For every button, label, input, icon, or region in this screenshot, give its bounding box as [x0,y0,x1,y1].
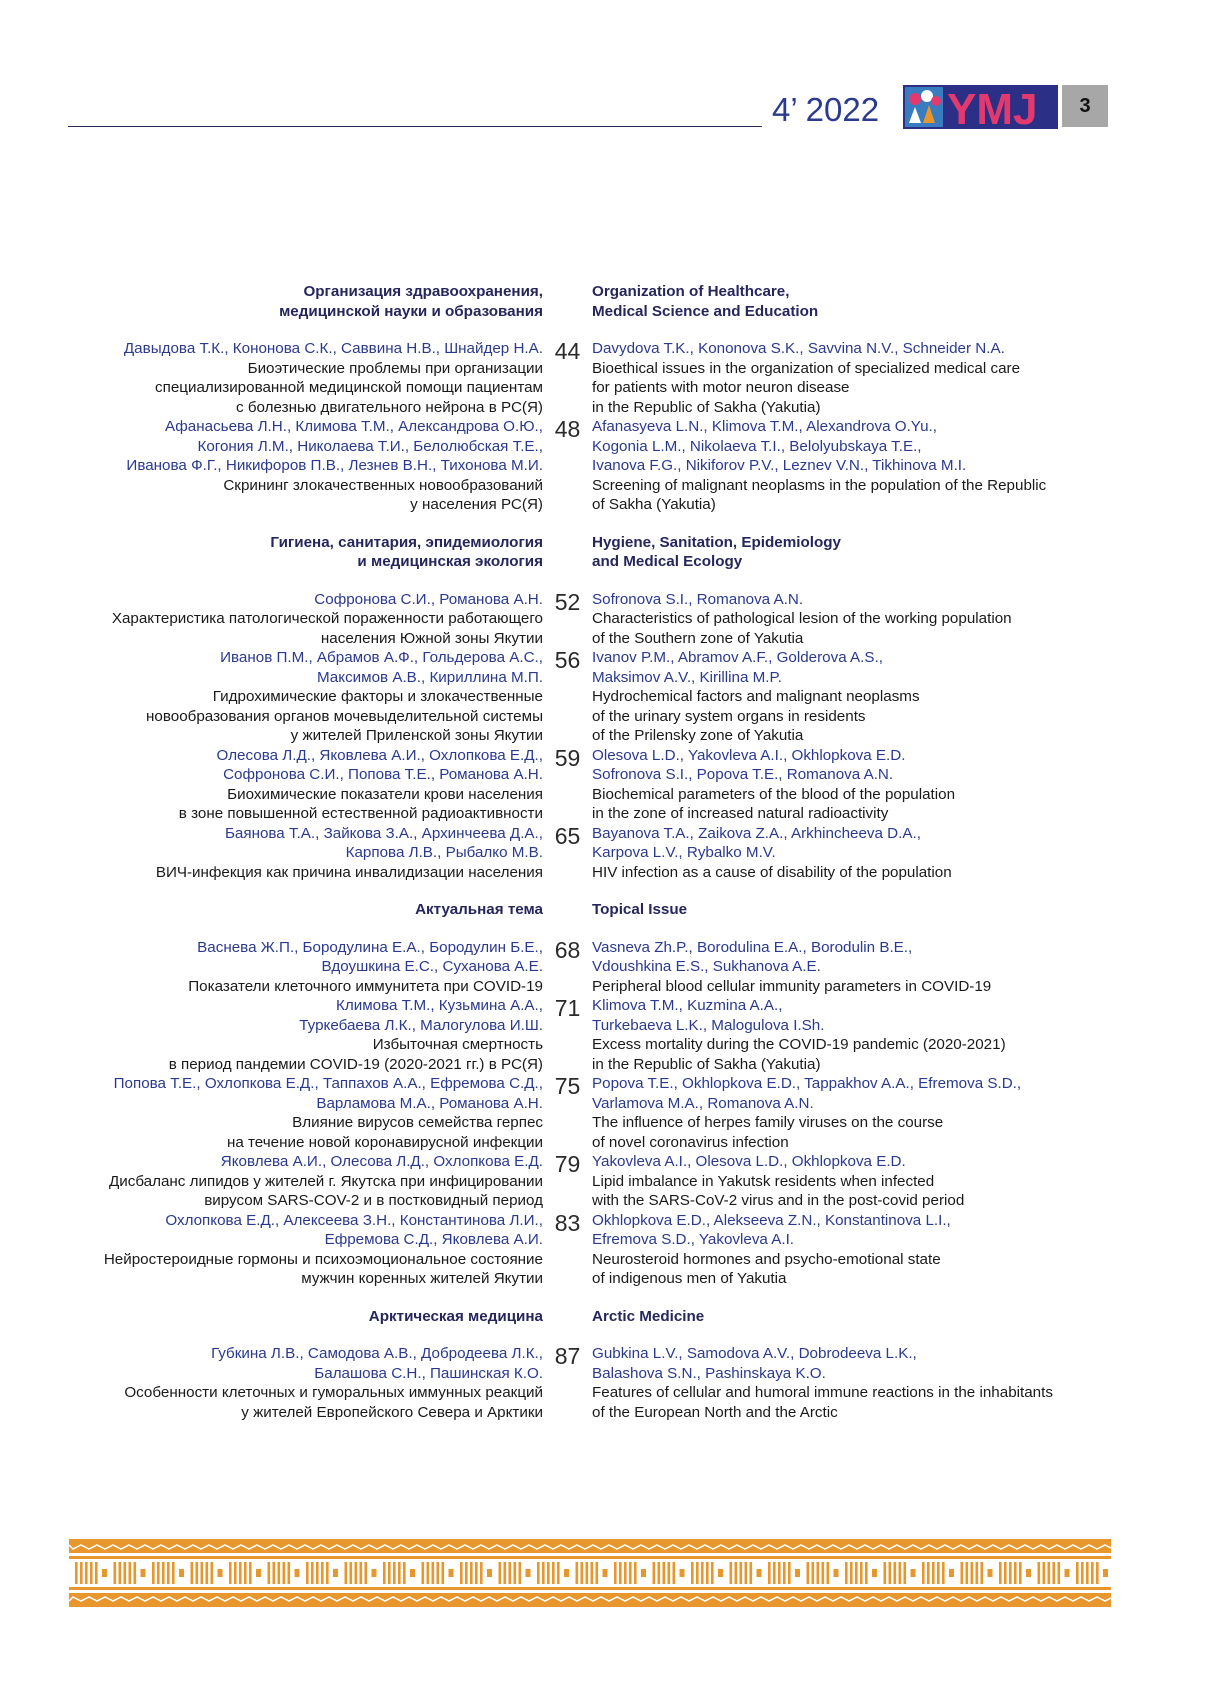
entry-page-number: 65 [554,822,581,849]
entry-authors-en: Sofronova S.I., Romanova A.N. [592,590,804,608]
section-title-en [592,533,841,572]
toc-section [0,900,1208,1289]
entry-authors-ru: Карпова Л.В., Рыбалко М.В. [345,844,543,861]
entry-title-ru: Характеристика патологической пораженности работающего [111,610,543,627]
entry-title-en: for patients with motor neuron disease [592,379,850,396]
entry-ru [0,648,543,746]
section-title-line: and Medical Ecology [592,553,743,570]
toc-entry[interactable] [0,417,1208,515]
entry-title-ru: с болезнью двигательного нейрона в РС(Я) [236,398,543,416]
entry-authors-ru: Ефремова С.Д., Яковлева А.И. [324,1231,543,1248]
entry-title-en: of the Prilensky zone of Yakutia [592,727,804,744]
logo-text: YMJ [947,85,1038,129]
entry-en [592,1344,1112,1422]
entry-authors-en: Efremova S.D., Yakovleva A.I. [592,1231,795,1248]
toc-entry[interactable] [0,1344,1208,1422]
entry-authors-ru: Максимов А.В., Кириллина М.П. [316,668,543,686]
entry-title-en: Hydrochemical factors and malignant neoplasms [592,688,920,705]
entry-ru [0,746,543,824]
section-title-en [592,1307,704,1327]
section-title-line: Гигиена, санитария, эпидемиология [270,533,543,551]
section-title-line: Hygiene, Sanitation, Epidemiology [592,533,841,551]
entry-en [592,648,1112,746]
entry-title-en: with the SARS-CoV-2 virus and in the post-covid period [592,1192,965,1209]
entry-title-ru: Биохимические показатели крови населения [227,785,543,803]
entry-title-ru: Влияние вирусов семейства герпес [292,1114,543,1131]
toc-entry[interactable] [0,339,1208,417]
entry-en [592,590,1112,649]
entry-title-ru: Особенности клеточных и гуморальных иммунных реакций [124,1384,543,1401]
entry-page-number: 52 [554,588,581,615]
entry-title-ru: Нейростероидные гормоны и психоэмоциональное состояние [103,1250,543,1268]
entry-title-en: Screening of malignant neoplasms in the population of the Republic [592,476,1047,494]
entry-authors-en: Bayanova T.A., Zaikova Z.A., Arkhincheeva D.A., [592,824,921,842]
entry-ru [0,938,543,997]
toc-entry[interactable] [0,648,1208,746]
issue-label: 4’ 2022 [772,91,880,128]
section-title-line: Organization of Healthcare, [592,283,790,300]
toc-section [0,1307,1208,1423]
toc-entry[interactable] [0,938,1208,997]
entry-authors-en: Turkebaeva L.K., Malogulova I.Sh. [592,1016,825,1034]
entry-title-ru: ВИЧ-инфекция как причина инвалидизации населения [155,863,543,881]
entry-ru [0,1211,543,1289]
entry-en [592,1074,1112,1152]
entry-en [592,746,1112,824]
entry-title-en: Neurosteroid hormones and psycho-emotional state [592,1250,941,1268]
section-title-en [592,900,687,920]
entry-en [592,938,1112,997]
entry-authors-ru: Вдоушкина Е.С., Суханова А.Е. [321,958,543,975]
entry-ru [0,1344,543,1422]
entry-authors-en: Karpova L.V., Rybalko M.V. [592,844,776,861]
header-rule [68,126,762,127]
entry-title-en: in the Republic of Sakha (Yakutia) [592,1055,821,1073]
entry-title-en: in the Republic of Sakha (Yakutia) [592,398,821,416]
entry-ru [0,590,543,649]
entry-page-number: 56 [554,647,581,673]
section-title-ru [0,900,543,920]
entry-title-en: of the Southern zone of Yakutia [592,629,804,647]
entry-title-ru: населения Южной зоны Якутии [320,629,543,647]
entry-authors-en: Yakovleva A.I., Olesova L.D., Okhlopkova E.D. [592,1153,906,1170]
entry-page-number: 44 [554,338,581,364]
entry-en [592,996,1112,1074]
entry-authors-ru: Губкина Л.В., Самодова А.В., Добродеева Л.К., [211,1345,543,1362]
entry-title-ru: в зоне повышенной естественной радиоактивности [178,805,543,822]
section-title-line: и медицинская экология [357,553,543,570]
entry-title-ru: на течение новой коронавирусной инфекции [226,1133,543,1151]
section-title-ru [0,1307,543,1327]
entry-authors-ru: Туркебаева Л.К., Малогулова И.Ш. [299,1016,543,1034]
toc-entry[interactable] [0,1074,1208,1152]
toc-entry[interactable] [0,824,1208,883]
entry-title-en: Bioethical issues in the organization of specialized medical care [592,359,1021,377]
entry-en [592,824,1112,883]
entry-authors-en: Okhlopkova E.D., Alekseeva Z.N., Konstantinova L.I., [592,1211,951,1229]
entry-title-en: Biochemical parameters of the blood of the population [592,785,956,803]
entry-authors-ru: Давыдова Т.К., Кононова С.К., Саввина Н.В., Шнайдер Н.А. [123,340,543,357]
page-number: 3 [1062,85,1108,127]
entry-title-ru: Дисбаланс липидов у жителей г. Якутска при инфицировании [108,1172,543,1190]
entry-authors-en: Popova T.E., Okhlopkova E.D., Tappakhov A.A., Efremova S.D., [592,1075,1022,1092]
entry-authors-en: Afanasyeva L.N., Klimova T.M., Alexandrova O.Yu., [592,418,937,435]
entry-en [592,339,1112,417]
entry-authors-en: Olesova L.D., Yakovleva A.I., Okhlopkova E.D. [592,746,906,764]
entry-title-en: Features of cellular and humoral immune reactions in the inhabitants [592,1384,1053,1401]
entry-authors-ru: Варламова М.А., Романова А.Н. [316,1094,543,1112]
entry-title-ru: у населения РС(Я) [410,496,543,513]
ornament-border [69,1539,1111,1607]
entry-title-ru: в период пандемии COVID-19 (2020-2021 гг.) в РС(Я) [168,1055,543,1073]
entry-page-number: 75 [554,1073,581,1099]
entry-ru [0,1074,543,1152]
entry-en [592,1211,1112,1289]
section-title-line: Topical Issue [592,901,688,918]
entry-title-ru: новообразования органов мочевыделительной системы [146,707,543,725]
table-of-contents [0,282,1208,1440]
section-heading [0,533,1208,572]
entry-authors-en: Balashova S.N., Pashinskaya K.O. [592,1364,826,1382]
section-title-line: Актуальная тема [415,901,543,918]
entry-title-en: of indigenous men of Yakutia [592,1270,787,1287]
entry-page-number: 87 [554,1343,581,1369]
entry-title-en: of novel coronavirus infection [592,1133,789,1151]
entry-title-ru: специализированной медицинской помощи пациентам [155,379,543,396]
entry-title-ru: Скрининг злокачественных новообразований [223,476,543,494]
entry-title-en: HIV infection as a cause of disability of the population [592,863,952,881]
entry-authors-ru: Софронова С.И., Романова А.Н. [314,590,543,608]
entry-title-ru: Гидрохимические факторы и злокачественные [212,688,543,705]
section-title-ru [0,282,543,321]
section-title-line: Medical Science and Education [592,302,819,320]
entry-title-ru: вирусом SARS-COV-2 и в постковидный период [204,1192,543,1209]
section-heading [0,900,1208,920]
entry-page-number: 48 [554,416,581,442]
entry-authors-ru: Яковлева А.И., Олесова Л.Д., Охлопкова Е.Д. [220,1153,543,1170]
entry-title-ru: у жителей Приленской зоны Якутии [290,727,543,744]
entry-en [592,1152,1112,1211]
entry-title-en: Characteristics of pathological lesion of the working population [592,610,1012,627]
entry-page-number: 71 [554,995,581,1021]
entry-title-en: The influence of herpes family viruses on the course [592,1114,944,1131]
entry-title-en: of the European North and the Arctic [592,1403,838,1421]
entry-title-en: of Sakha (Yakutia) [592,496,716,513]
entry-authors-en: Ivanova F.G., Nikiforov P.V., Leznev V.N., Tikhinova M.I. [592,457,967,474]
entry-authors-ru: Олесова Л.Д., Яковлева А.И., Охлопкова Е.Д., [216,746,543,764]
entry-authors-en: Gubkina L.V., Samodova A.V., Dobrodeeva L.K., [592,1345,917,1362]
toc-section [0,282,1208,515]
entry-en [592,417,1112,515]
entry-authors-en: Vdoushkina E.S., Sukhanova A.E. [592,958,821,975]
toc-entry[interactable] [0,746,1208,824]
entry-title-en: Peripheral blood cellular immunity parameters in COVID-19 [592,977,992,995]
entry-authors-en: Maksimov A.V., Kirillina M.P. [592,668,782,686]
section-title-line: Организация здравоохранения, [303,283,543,300]
entry-title-ru: мужчин коренных жителей Якутии [301,1270,543,1287]
toc-entry[interactable] [0,590,1208,649]
toc-section [0,533,1208,883]
entry-authors-ru: Афанасьева Л.Н., Климова Т.М., Александрова О.Ю., [165,418,543,435]
section-heading [0,1307,1208,1327]
entry-authors-ru: Балашова С.Н., Пашинская К.О. [314,1364,543,1382]
entry-authors-ru: Баянова Т.А., Зайкова З.А., Архинчеева Д.А., [224,824,543,842]
entry-authors-en: Sofronova S.I., Popova T.E., Romanova A.N. [592,766,894,783]
entry-authors-en: Davydova T.K., Kononova S.K., Savvina N.V., Schneider N.A. [592,340,1005,357]
entry-page-number: 83 [554,1209,581,1236]
entry-title-ru: у жителей Европейского Севера и Арктики [241,1403,543,1421]
entry-page-number: 59 [554,744,581,771]
entry-ru [0,996,543,1074]
journal-logo [903,85,1058,129]
entry-ru [0,1152,543,1211]
entry-authors-ru: Софронова С.И., Попова Т.Е., Романова А.Н. [223,766,543,783]
entry-authors-en: Vasneva Zh.P., Borodulina E.A., Borodulin B.E., [592,938,913,956]
toc-entry[interactable] [0,1152,1208,1211]
entry-ru [0,339,543,417]
entry-authors-ru: Когония Л.М., Николаева Т.И., Белолюбская Т.Е., [197,437,543,455]
entry-authors-en: Ivanov P.M., Abramov A.F., Golderova A.S., [592,649,883,666]
section-title-line: медицинской науки и образования [279,302,543,320]
entry-title-en: Lipid imbalance in Yakutsk residents when infected [592,1172,935,1190]
entry-title-en: of the urinary system organs in residents [592,707,866,725]
entry-title-en: Excess mortality during the COVID-19 pandemic (2020-2021) [592,1036,1006,1053]
entry-ru [0,417,543,515]
entry-title-ru: Избыточная смертность [372,1036,543,1053]
entry-authors-ru: Васнева Ж.П., Бородулина Е.А., Бородулин Б.Е., [197,938,543,956]
entry-authors-ru: Иванова Ф.Г., Никифоров П.В., Лезнев В.Н., Тихонова М.И. [126,457,543,474]
entry-title-ru: Биоэтические проблемы при организации [247,359,543,377]
entry-title-en: in the zone of increased natural radioactivity [592,805,889,822]
entry-authors-en: Varlamova M.A., Romanova A.N. [592,1094,814,1112]
section-title-en [592,282,818,321]
entry-title-ru: Показатели клеточного иммунитета при COVID-19 [188,977,543,995]
toc-entry[interactable] [0,996,1208,1074]
section-title-line: Arctic Medicine [592,1307,705,1325]
section-title-line: Арктическая медицина [368,1307,543,1325]
section-title-ru [0,533,543,572]
entry-authors-ru: Климова Т.М., Кузьмина А.А., [336,997,543,1014]
entry-page-number: 68 [554,936,581,963]
section-heading [0,282,1208,321]
entry-authors-ru: Иванов П.М., Абрамов А.Ф., Гольдерова А.С., [220,649,543,666]
entry-authors-ru: Охлопкова Е.Д., Алексеева З.Н., Константинова Л.И., [165,1211,543,1229]
entry-authors-en: Kogonia L.M., Nikolaeva T.I., Belolyubskaya T.E., [592,437,922,455]
toc-entry[interactable] [0,1211,1208,1289]
entry-authors-en: Klimova T.M., Kuzmina A.A., [592,997,783,1014]
entry-authors-ru: Попова Т.Е., Охлопкова Е.Д., Таппахов А.А., Ефремова С.Д., [113,1075,543,1092]
entry-page-number: 79 [554,1151,581,1177]
entry-ru [0,824,543,883]
